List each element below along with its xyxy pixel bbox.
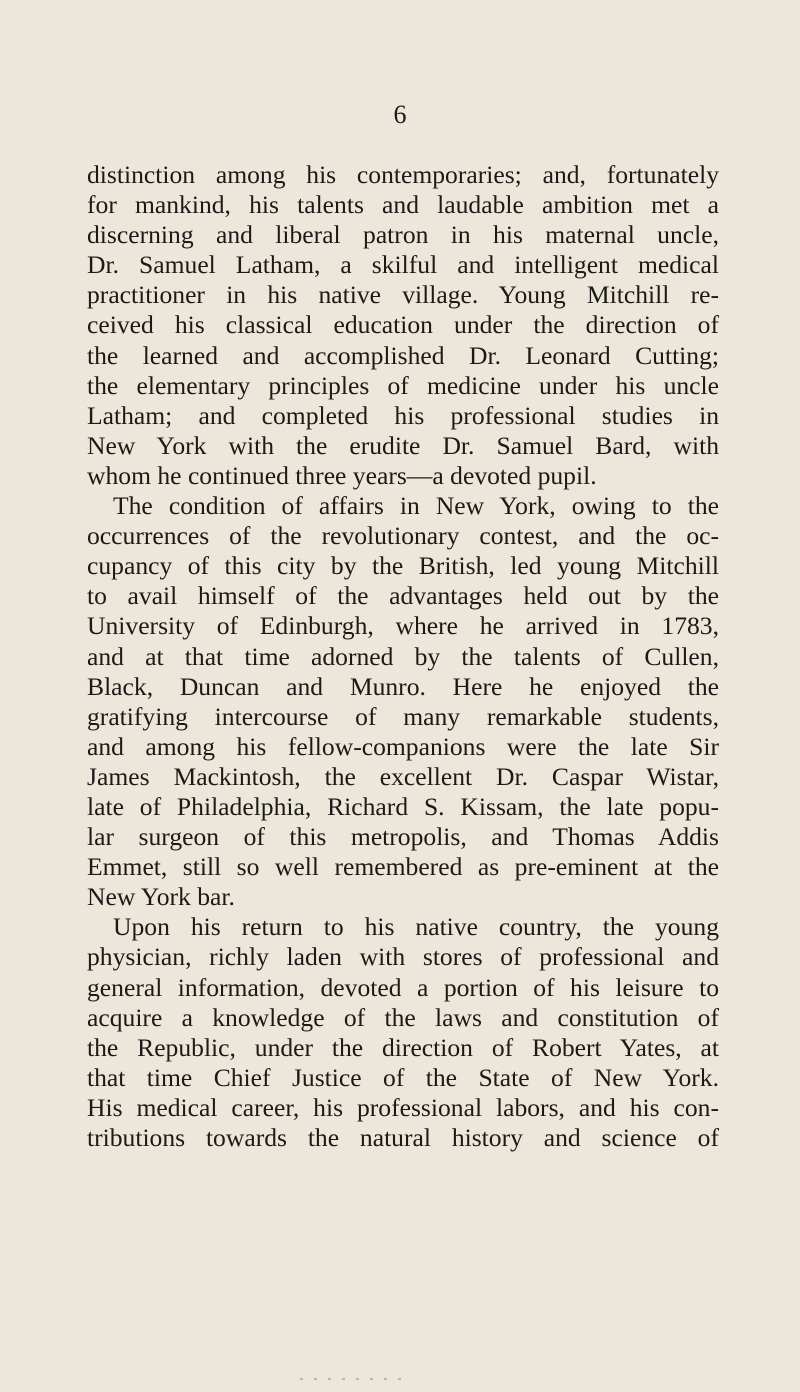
text-line: gratifying intercourse of many remarkable students, xyxy=(87,701,719,731)
text-line: Dr. Samuel Latham, a skilful and intelligent medical xyxy=(87,250,719,280)
text-line: Latham; and completed his professional studies in xyxy=(87,400,719,430)
text-line: to avail himself of the advantages held out by the xyxy=(87,581,719,611)
text-line: His medical career, his professional labors, and his con- xyxy=(87,1092,719,1122)
text-line: cupancy of this city by the British, led young Mitchill xyxy=(87,551,719,581)
text-line: Upon his return to his native country, the young xyxy=(113,912,719,942)
text-line: the learned and accomplished Dr. Leonard Cutting; xyxy=(87,340,719,370)
page-number: 6 xyxy=(393,100,407,129)
text-line: lar surgeon of this metropolis, and Thomas Addis xyxy=(87,822,719,852)
body-text xyxy=(87,160,719,1153)
text-line: The condition of affairs in New York, owing to the xyxy=(113,491,719,521)
text-line: Emmet, still so well remembered as pre-eminent at the xyxy=(87,852,719,882)
text-line: physician, richly laden with stores of professional and xyxy=(87,942,719,972)
text-line: acquire a knowledge of the laws and constitution of xyxy=(87,1002,719,1032)
text-line: the elementary principles of medicine under his uncle xyxy=(87,370,719,400)
text-line: and among his fellow-companions were the late Sir xyxy=(87,731,719,761)
text-line: University of Edinburgh, where he arrived in 1783, xyxy=(87,611,719,641)
text-line: ceived his classical education under the direction of xyxy=(87,310,719,340)
text-line: whom he continued three years—a devoted pupil. xyxy=(87,460,597,490)
text-line: occurrences of the revolutionary contest, and the oc- xyxy=(87,521,719,551)
text-line: for mankind, his talents and laudable ambition met a xyxy=(87,190,719,220)
text-line: Black, Duncan and Munro. Here he enjoyed the xyxy=(87,671,719,701)
text-line: New York with the erudite Dr. Samuel Bard, with xyxy=(87,430,719,460)
text-line: late of Philadelphia, Richard S. Kissam, the late popu- xyxy=(87,791,719,821)
text-line: discerning and liberal patron in his maternal uncle, xyxy=(87,220,719,250)
print-speck-decoration xyxy=(300,1378,410,1380)
text-line: general information, devoted a portion of his leisure to xyxy=(87,972,719,1002)
text-line: distinction among his contemporaries; and, fortunately xyxy=(87,160,719,189)
text-line: practitioner in his native village. Young Mitchill re- xyxy=(87,280,719,310)
text-line: and at that time adorned by the talents of Cullen, xyxy=(87,641,719,671)
text-line: the Republic, under the direction of Robert Yates, at xyxy=(87,1032,719,1062)
text-line: James Mackintosh, the excellent Dr. Caspar Wistar, xyxy=(87,761,719,791)
text-line: tributions towards the natural history and science of xyxy=(87,1123,719,1152)
text-line: New York bar. xyxy=(87,882,235,912)
text-line: that time Chief Justice of the State of New York. xyxy=(87,1062,719,1092)
